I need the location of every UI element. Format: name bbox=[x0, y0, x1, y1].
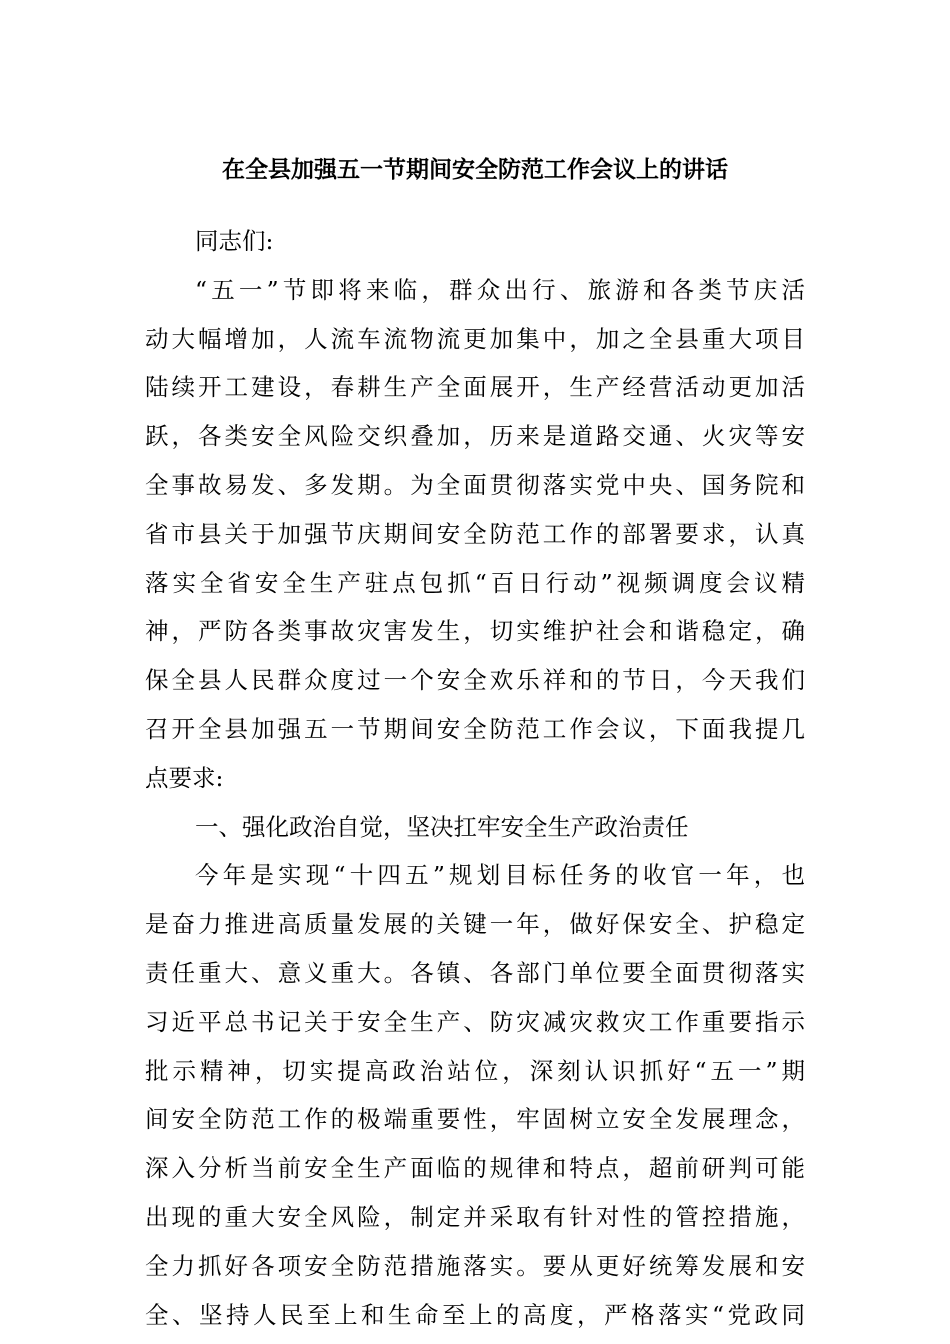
salutation-paragraph bbox=[145, 217, 805, 266]
section-heading-1 bbox=[145, 803, 805, 852]
section-heading-text: 一、强化政治自觉，坚决扛牢安全生产政治责任 bbox=[195, 812, 689, 841]
text-line: 是奋力推进高质量发展的关键一年，做好保安全、护稳定 bbox=[145, 910, 805, 939]
salutation: 同志们: bbox=[195, 227, 274, 255]
text-line: 出现的重大安全风险，制定并采取有针对性的管控措施， bbox=[145, 1202, 805, 1231]
text-line: 全力抓好各项安全防范措施落实。要从更好统筹发展和安 bbox=[145, 1251, 805, 1280]
text-line: 全、坚持人民至上和生命至上的高度，严格落实“党政同 bbox=[145, 1300, 805, 1329]
text-line: 神，严防各类事故灾害发生，切实维护社会和谐稳定，确 bbox=[145, 617, 805, 646]
text-line: 深入分析当前安全生产面临的规律和特点，超前研判可能 bbox=[145, 1154, 805, 1183]
text-line: 间安全防范工作的极端重要性，牢固树立安全发展理念， bbox=[145, 1105, 805, 1134]
text-line: 省市县关于加强节庆期间安全防范工作的部署要求，认真 bbox=[145, 519, 805, 548]
text-line: 今年是实现“十四五”规划目标任务的收官一年，也 bbox=[195, 861, 805, 890]
text-line: 保全县人民群众度过一个安全欢乐祥和的节日，今天我们 bbox=[145, 666, 805, 695]
text-line: “五一”节即将来临，群众出行、旅游和各类节庆活 bbox=[195, 275, 805, 304]
text-line: 点要求: bbox=[145, 763, 224, 792]
text-line: 召开全县加强五一节期间安全防范工作会议，下面我提几 bbox=[145, 714, 805, 743]
text-line: 全事故易发、多发期。为全面贯彻落实党中央、国务院和 bbox=[145, 470, 805, 499]
text-line: 批示精神，切实提高政治站位，深刻认识抓好“五一”期 bbox=[145, 1056, 805, 1085]
document-title: 在全县加强五一节期间安全防范工作会议上的讲话 bbox=[222, 157, 728, 183]
text-line: 责任重大、意义重大。各镇、各部门单位要全面贯彻落实 bbox=[145, 958, 805, 987]
text-line: 跃，各类安全风险交织叠加，历来是道路交通、火灾等安 bbox=[145, 422, 805, 451]
text-line: 习近平总书记关于安全生产、防灾减灾救灾工作重要指示 bbox=[145, 1007, 805, 1036]
text-line: 动大幅增加，人流车流物流更加集中，加之全县重大项目 bbox=[145, 324, 805, 353]
text-line: 陆续开工建设，春耕生产全面展开，生产经营活动更加活 bbox=[145, 373, 805, 402]
paragraph-section-1 bbox=[145, 851, 805, 1339]
document-body bbox=[145, 217, 805, 1339]
paragraph-intro bbox=[145, 266, 805, 803]
text-line: 落实全省安全生产驻点包抓“百日行动”视频调度会议精 bbox=[145, 568, 805, 597]
